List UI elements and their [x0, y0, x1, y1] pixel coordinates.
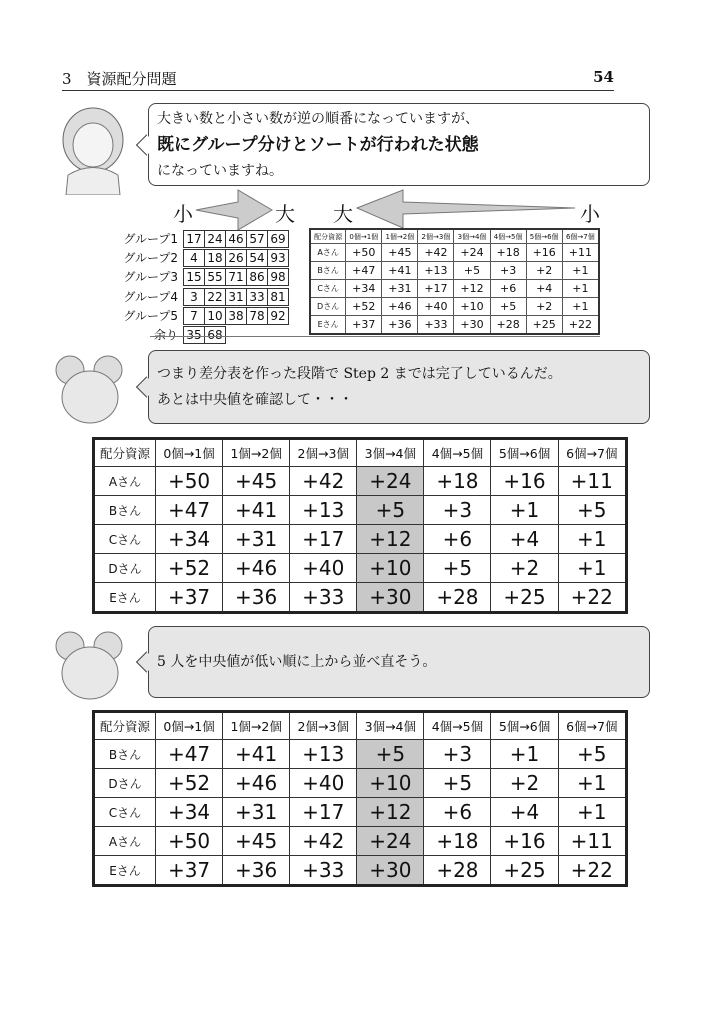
bubble-text: あとは中央値を確認して・・・	[157, 392, 353, 408]
group-value: 33	[247, 289, 268, 305]
table-cell: +10	[357, 769, 424, 798]
bubble-text: 5 人を中央値が低い順に上から並べ直そう。	[157, 654, 437, 670]
row-label: Aさん	[94, 827, 156, 856]
table-cell: +30	[357, 583, 424, 613]
label-large: 大	[333, 202, 353, 226]
table-row	[94, 856, 627, 886]
group-value: 3	[184, 289, 205, 305]
table-cell: +36	[223, 583, 290, 613]
table-cell: +1	[491, 496, 558, 525]
table-cell: +52	[156, 554, 223, 583]
table-cell: +42	[290, 467, 357, 496]
bubble-text: つまり差分表を作った段階で Step 2 までは完了しているんだ。	[157, 366, 562, 382]
divider	[150, 336, 600, 337]
table-cell: +36	[223, 856, 290, 886]
table-cell: +18	[424, 467, 491, 496]
table-cell: +41	[382, 262, 418, 280]
table-cell: +5	[424, 554, 491, 583]
sorted-diff-table	[92, 710, 628, 887]
column-header: 3個→4個	[357, 712, 424, 740]
table-cell: +41	[223, 740, 290, 769]
column-header: 0個→1個	[156, 439, 223, 467]
table-row	[310, 316, 599, 335]
page-header	[62, 68, 614, 91]
column-header: 2個→3個	[290, 712, 357, 740]
table-cell: +2	[491, 769, 558, 798]
table-cell: +1	[562, 280, 599, 298]
column-header: 6個→7個	[558, 712, 626, 740]
table-row	[310, 298, 599, 316]
table-cell: +22	[562, 316, 599, 335]
table-cell: +28	[424, 856, 491, 886]
row-label: Bさん	[310, 262, 346, 280]
table-cell: +24	[357, 467, 424, 496]
table-cell: +5	[490, 298, 526, 316]
table-cell: +34	[156, 798, 223, 827]
group-value: 86	[247, 269, 268, 285]
row-label: Aさん	[94, 467, 156, 496]
speech-bubble-3	[148, 626, 650, 698]
group-values	[183, 268, 289, 286]
table-row	[94, 525, 627, 554]
table-cell: +41	[223, 496, 290, 525]
table-cell: +34	[346, 280, 382, 298]
table-cell: +50	[156, 467, 223, 496]
table-cell: +45	[223, 827, 290, 856]
table-cell: +31	[223, 525, 290, 554]
table-cell: +3	[490, 262, 526, 280]
group-label: 余り	[153, 328, 178, 342]
table-cell: +25	[526, 316, 562, 335]
table-cell: +17	[290, 525, 357, 554]
group-values	[183, 288, 289, 306]
table-cell: +11	[562, 244, 599, 262]
table-cell: +6	[490, 280, 526, 298]
diff-table	[92, 437, 628, 614]
table-cell: +18	[490, 244, 526, 262]
column-header: 1個→2個	[223, 439, 290, 467]
table-cell: +47	[346, 262, 382, 280]
group-label: グループ2	[123, 251, 178, 266]
table-cell: +16	[491, 467, 558, 496]
table-cell: +47	[156, 740, 223, 769]
column-header: 4個→5個	[424, 439, 491, 467]
column-header: 3個→4個	[357, 439, 424, 467]
table-cell: +13	[290, 496, 357, 525]
column-header: 1個→2個	[223, 712, 290, 740]
row-label: Eさん	[310, 316, 346, 335]
table-cell: +5	[357, 740, 424, 769]
table-cell: +46	[382, 298, 418, 316]
table-cell: +40	[290, 554, 357, 583]
table-cell: +5	[424, 769, 491, 798]
table-cell: +4	[491, 525, 558, 554]
label-small: 小	[580, 202, 600, 226]
group-value: 98	[270, 270, 286, 285]
table-cell: +4	[526, 280, 562, 298]
group-values	[183, 249, 289, 267]
group-value: 31	[226, 289, 247, 305]
header-row	[310, 229, 599, 244]
table-cell: +40	[418, 298, 454, 316]
table-cell: +10	[357, 554, 424, 583]
table-cell: +1	[558, 525, 626, 554]
right-arrow-icon	[196, 190, 272, 230]
table-cell: +2	[526, 262, 562, 280]
table-cell: +1	[562, 298, 599, 316]
group-values	[183, 326, 226, 344]
table-cell: +3	[424, 496, 491, 525]
table-cell: +47	[156, 496, 223, 525]
table-row	[94, 769, 627, 798]
left-arrow-icon	[357, 190, 575, 228]
table-cell: +31	[223, 798, 290, 827]
table-row	[94, 496, 627, 525]
table-cell: +5	[357, 496, 424, 525]
table-cell: +17	[418, 280, 454, 298]
mouse-character-illustration	[50, 628, 130, 703]
column-header: 0個→1個	[156, 712, 223, 740]
header-row	[94, 712, 627, 740]
table-cell: +5	[558, 740, 626, 769]
table-cell: +16	[491, 827, 558, 856]
group-value: 93	[270, 251, 286, 266]
table-cell: +31	[382, 280, 418, 298]
page-number: 54	[593, 68, 614, 86]
table-cell: +4	[491, 798, 558, 827]
table-cell: +30	[454, 316, 490, 335]
order-arrows	[0, 188, 722, 233]
table-cell: +28	[424, 583, 491, 613]
table-cell: +2	[491, 554, 558, 583]
table-row	[310, 244, 599, 262]
table-cell: +17	[290, 798, 357, 827]
column-header: 1個→2個	[382, 229, 418, 244]
group-value: 35	[184, 327, 205, 343]
group-value: 78	[247, 308, 268, 324]
table-row	[310, 262, 599, 280]
column-header: 配分資源	[94, 439, 156, 467]
table-cell: +52	[156, 769, 223, 798]
table-row	[94, 583, 627, 613]
group-value: 71	[226, 269, 247, 285]
row-label: Dさん	[94, 769, 156, 798]
row-label: Dさん	[94, 554, 156, 583]
row-label: Bさん	[94, 740, 156, 769]
row-label: Cさん	[310, 280, 346, 298]
column-header: 5個→6個	[526, 229, 562, 244]
table-cell: +12	[357, 525, 424, 554]
row-label: Cさん	[94, 798, 156, 827]
group-value: 24	[205, 231, 226, 247]
table-cell: +16	[526, 244, 562, 262]
table-cell: +5	[558, 496, 626, 525]
speech-bubble-2	[148, 350, 650, 424]
column-header: 配分資源	[94, 712, 156, 740]
table-cell: +3	[424, 740, 491, 769]
table-cell: +1	[562, 262, 599, 280]
group-value: 15	[184, 269, 205, 285]
table-cell: +46	[223, 554, 290, 583]
mouse-character-illustration	[50, 352, 130, 427]
table-row	[94, 740, 627, 769]
table-cell: +28	[490, 316, 526, 335]
group-value: 69	[270, 232, 286, 246]
bubble-text: 大きい数と小さい数が逆の順番になっていますが、	[157, 111, 479, 127]
group-value: 7	[184, 308, 205, 324]
group-label: グループ1	[123, 232, 178, 246]
bubble-text: になっていますね。	[157, 163, 283, 179]
label-large: 大	[275, 202, 295, 226]
row-label: Eさん	[94, 856, 156, 886]
table-cell: +6	[424, 525, 491, 554]
column-header: 4個→5個	[490, 229, 526, 244]
group-value: 4	[184, 250, 205, 266]
table-cell: +34	[156, 525, 223, 554]
group-label: グループ4	[123, 289, 178, 304]
table-cell: +42	[418, 244, 454, 262]
group-value: 55	[205, 269, 226, 285]
table-cell: +33	[290, 856, 357, 886]
table-cell: +24	[357, 827, 424, 856]
group-value: 81	[270, 289, 286, 304]
table-cell: +10	[454, 298, 490, 316]
table-cell: +12	[454, 280, 490, 298]
row-label: Bさん	[94, 496, 156, 525]
table-cell: +1	[558, 554, 626, 583]
group-value: 46	[226, 231, 247, 247]
table-cell: +22	[558, 856, 626, 886]
bubble-emphasis: 既にグループ分けとソートが行われた状態	[157, 135, 479, 155]
table-cell: +46	[223, 769, 290, 798]
table-cell: +18	[424, 827, 491, 856]
table-cell: +50	[156, 827, 223, 856]
column-header: 2個→3個	[418, 229, 454, 244]
table-cell: +24	[454, 244, 490, 262]
speech-bubble-1	[148, 103, 650, 186]
table-cell: +36	[382, 316, 418, 335]
table-cell: +12	[357, 798, 424, 827]
table-cell: +52	[346, 298, 382, 316]
small-diff-table	[309, 228, 600, 335]
table-row	[94, 798, 627, 827]
table-cell: +11	[558, 467, 626, 496]
table-cell: +25	[491, 856, 558, 886]
group-value: 22	[205, 289, 226, 305]
table-cell: +33	[418, 316, 454, 335]
group-label: グループ5	[123, 308, 178, 323]
table-cell: +13	[418, 262, 454, 280]
row-label: Eさん	[94, 583, 156, 613]
table-cell: +5	[454, 262, 490, 280]
table-cell: +30	[357, 856, 424, 886]
chapter-title: 3 資源配分問題	[62, 70, 177, 88]
group-value: 10	[205, 308, 226, 324]
table-cell: +45	[223, 467, 290, 496]
table-cell: +13	[290, 740, 357, 769]
table-cell: +50	[346, 244, 382, 262]
table-row	[94, 554, 627, 583]
column-header: 5個→6個	[491, 439, 558, 467]
table-cell: +37	[156, 583, 223, 613]
row-label: Aさん	[310, 244, 346, 262]
table-cell: +22	[558, 583, 626, 613]
table-row	[310, 280, 599, 298]
column-header: 6個→7個	[558, 439, 626, 467]
table-cell: +37	[156, 856, 223, 886]
table-cell: +37	[346, 316, 382, 335]
table-cell: +40	[290, 769, 357, 798]
group-value: 18	[205, 250, 226, 266]
group-value: 54	[247, 250, 268, 266]
table-row	[94, 467, 627, 496]
table-cell: +1	[558, 769, 626, 798]
row-label: Cさん	[94, 525, 156, 554]
column-header: 0個→1個	[346, 229, 382, 244]
column-header: 5個→6個	[491, 712, 558, 740]
table-cell: +2	[526, 298, 562, 316]
column-header: 2個→3個	[290, 439, 357, 467]
table-cell: +1	[491, 740, 558, 769]
table-row	[94, 827, 627, 856]
column-header: 6個→7個	[562, 229, 599, 244]
column-header: 配分資源	[310, 229, 346, 244]
group-value: 38	[226, 308, 247, 324]
table-cell: +1	[558, 798, 626, 827]
table-cell: +6	[424, 798, 491, 827]
table-cell: +45	[382, 244, 418, 262]
header-row	[94, 439, 627, 467]
group-value: 26	[226, 250, 247, 266]
group-value: 92	[270, 308, 286, 323]
group-values	[183, 230, 289, 248]
table-cell: +25	[491, 583, 558, 613]
group-label: グループ3	[123, 270, 178, 285]
table-cell: +42	[290, 827, 357, 856]
girl-character-illustration	[48, 100, 138, 195]
row-label: Dさん	[310, 298, 346, 316]
group-value: 68	[207, 328, 223, 342]
table-cell: +33	[290, 583, 357, 613]
column-header: 4個→5個	[424, 712, 491, 740]
group-value: 17	[184, 231, 205, 247]
group-value: 57	[247, 231, 268, 247]
table-cell: +11	[558, 827, 626, 856]
column-header: 3個→4個	[454, 229, 490, 244]
group-values	[183, 307, 289, 325]
label-small: 小	[173, 202, 193, 226]
